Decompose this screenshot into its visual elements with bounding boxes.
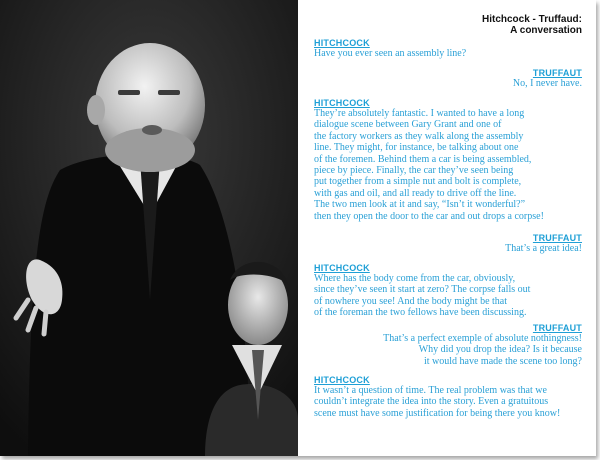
dialogue-line: since they’ve seen it start at zero? The corpse falls out: [314, 284, 531, 296]
dialogue-line: scene must have some justification for being there you know!: [314, 407, 561, 419]
dialogue-line: couldn’t integrate the idea into the story. Even a gratuitous: [314, 396, 549, 408]
dialogue-line: of the foremen. Behind them a car is being assembled,: [314, 153, 532, 165]
dialogue-turn: [314, 263, 530, 319]
portrait-photo: [0, 0, 298, 456]
dialogue-line: That’s a great idea!: [505, 243, 582, 254]
speaker-label: HITCHCOCK: [314, 98, 370, 108]
dialogue-line: the factory workers as they walk along the assembly: [314, 130, 524, 142]
dialogue-line: with gas and oil, and all ready to drive off the line.: [314, 187, 517, 199]
dialogue-line: The two men look at it and say, “Isn’t it wonderful?”: [314, 199, 526, 211]
photo-portrait-illustration: [0, 0, 298, 456]
dialogue-line: Where has the body come from the car, obviously,: [314, 273, 516, 284]
title-line-2: A conversation: [510, 25, 582, 36]
dialogue-turn: [513, 68, 582, 89]
speaker-label: HITCHCOCK: [314, 38, 370, 48]
dialogue-line: It wasn’t a question of time. The real problem was that we: [314, 385, 547, 396]
dialogue-line: dialogue scene between Gary Grant and one of: [314, 119, 502, 131]
dialogue-line: of nowhere you see! And the body might be that: [314, 295, 508, 307]
speaker-label: TRUFFAUT: [532, 68, 582, 78]
dialogue-turn: [383, 323, 582, 367]
dialogue-line: They’re absolutely fantastic. I wanted to have a long: [314, 108, 525, 119]
dialogue-line: put together from a simple nut and bolt is complete,: [314, 176, 522, 188]
dialogue-line: then they open the door to the car and out drops a corpse!: [314, 210, 544, 222]
text-page: [298, 0, 596, 456]
speaker-label: HITCHCOCK: [314, 263, 370, 273]
dialogue-line: piece by piece. Finally, the car they’ve seen being: [314, 165, 514, 177]
dialogue-turn: [314, 98, 544, 222]
title-line-1: Hitchcock - Truffaud:: [481, 14, 582, 25]
speaker-label: TRUFFAUT: [532, 233, 582, 243]
speaker-label: TRUFFAUT: [532, 323, 582, 333]
dialogue-line: That’s a perfect exemple of absolute nothingness!: [383, 333, 582, 344]
dialogue-line: Have you ever seen an assembly line?: [314, 48, 467, 59]
speaker-label: HITCHCOCK: [314, 375, 370, 385]
dialogue-line: line. They might, for instance, be talking about one: [314, 142, 519, 154]
dialogue-line: it would have made the scene too long?: [423, 355, 582, 367]
dialogue-turn: [314, 38, 466, 59]
dialogue-turn: [505, 233, 582, 254]
dialogue-line: Why did you drop the idea? Is it because: [418, 344, 582, 356]
dialogue-turn: [314, 375, 560, 419]
dialogue-line: No, I never have.: [512, 78, 582, 89]
page-title: [482, 14, 582, 36]
dialogue-line: of the foreman the two fellows have been discussing.: [314, 307, 527, 319]
